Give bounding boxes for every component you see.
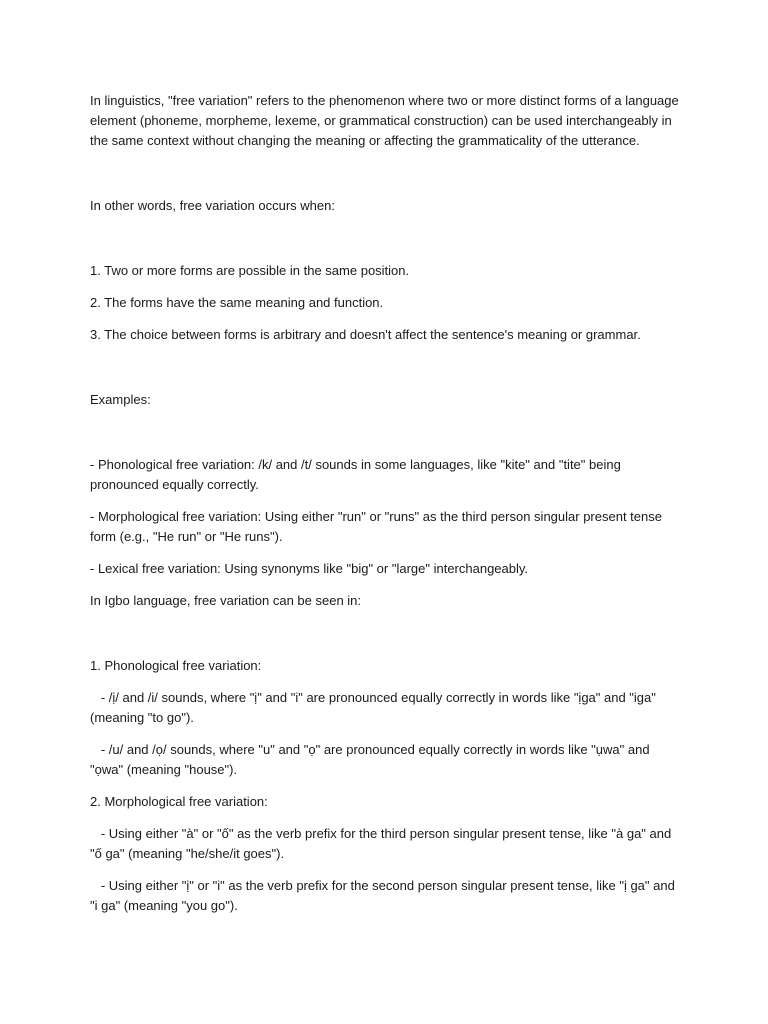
igbo-morphological-item: - Using either "ị" or "i" as the verb prefix for the second person singular present tense, like "ị ga" and "i ga" (meaning "you go"). (90, 878, 679, 913)
document-page (90, 91, 680, 916)
condition-item: 2. The forms have the same meaning and function. (90, 295, 384, 310)
igbo-intro-paragraph: In Igbo language, free variation can be seen in: (90, 593, 362, 608)
example-item: - Lexical free variation: Using synonyms like "big" or "large" interchangeably. (90, 561, 529, 576)
igbo-phonological-item: - /u/ and /ọ/ sounds, where "u" and "ọ" are pronounced equally correctly in words like "ụwa" and "ọwa" (meaning "house"). (90, 742, 654, 777)
intro-paragraph: In linguistics, "free variation" refers to the phenomenon where two or more distinct forms of a language element (phoneme, morpheme, lexeme, or grammatical construction) can be used interchangeably in the same context without changing the meaning or affecting the grammaticality of the utterance. (90, 93, 679, 148)
example-item: - Morphological free variation: Using either "run" or "runs" as the third person singular present tense form (e.g., "He run" or "He runs"). (90, 509, 662, 544)
condition-item: 1. Two or more forms are possible in the same position. (90, 263, 410, 278)
other-words-paragraph: In other words, free variation occurs when: (90, 198, 335, 213)
igbo-morphological-item: - Using either "à" or "ố" as the verb prefix for the third person singular present tense, like "à ga" and "ố ga" (meaning "he/she/it goes"). (90, 826, 675, 861)
examples-heading: Examples: (90, 392, 151, 407)
condition-item: 3. The choice between forms is arbitrary and doesn't affect the sentence's meaning or grammar. (90, 327, 641, 342)
example-item: - Phonological free variation: /k/ and /t/ sounds in some languages, like "kite" and "tite" being pronounced equally correctly. (90, 457, 621, 492)
igbo-morphological-heading: 2. Morphological free variation: (90, 794, 268, 809)
igbo-phonological-item: - /ị/ and /i/ sounds, where "ị" and "i" are pronounced equally correctly in words like "ịga" and "iga" (meaning "to go"). (90, 690, 660, 725)
igbo-phonological-heading: 1. Phonological free variation: (90, 658, 262, 673)
